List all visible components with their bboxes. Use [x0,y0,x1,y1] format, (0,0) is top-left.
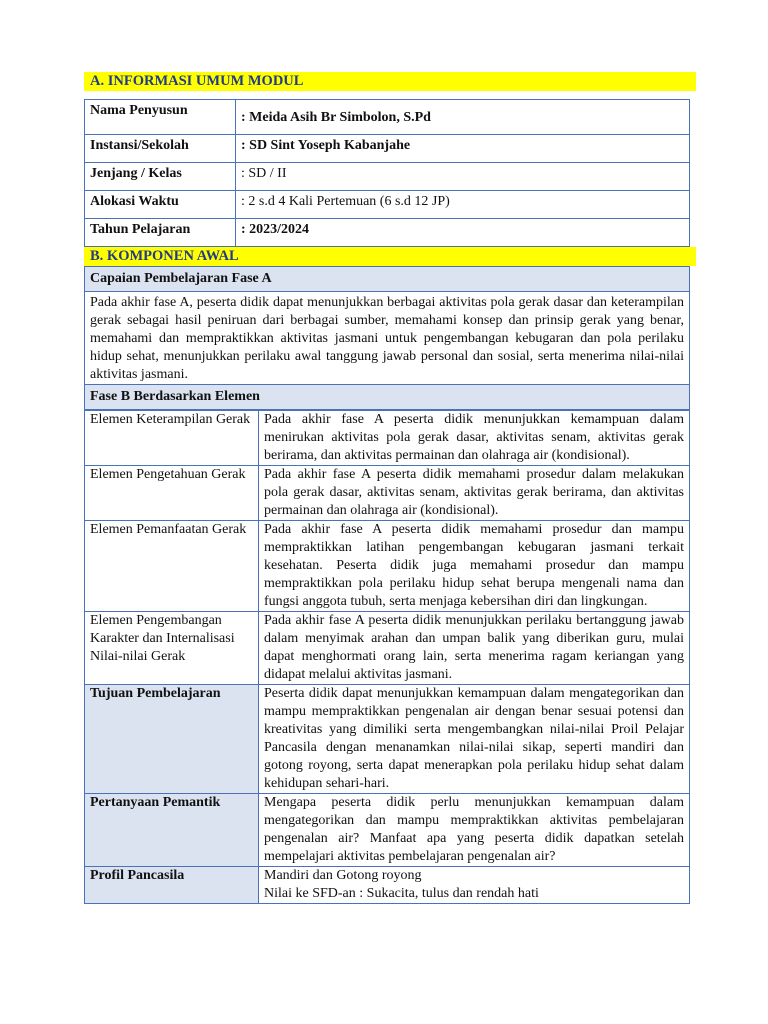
value-instansi: : SD Sint Yoseph Kabanjahe [236,135,690,163]
table-row [85,466,690,521]
elemen-label: Elemen Pengetahuan Gerak [85,466,259,521]
capaian-heading: Capaian Pembelajaran Fase A [85,267,690,292]
table-row [85,219,690,247]
table-row [85,292,690,385]
elemen-label: Elemen Pemanfaatan Gerak [85,521,259,612]
elemen-label: Elemen Pengembangan Karakter dan Internalisasi Nilai-nilai Gerak [85,612,259,685]
tujuan-label: Tujuan Pembelajaran [85,685,259,794]
table-row [85,794,690,867]
section-b-heading: B. KOMPONEN AWAL [84,247,696,266]
profil-label: Profil Pancasila [85,867,259,904]
capaian-table [84,266,690,410]
table-row [85,521,690,612]
document-page [84,72,696,904]
label-alokasi: Alokasi Waktu [85,191,236,219]
elemen-text: Pada akhir fase A peserta didik memahami prosedur dalam melakukan pola gerak dasar, aktivitas senam, aktivitas gerak berirama, dan aktivitas permainan dan olahraga air (kondisional). [259,466,690,521]
value-jenjang: : SD / II [236,163,690,191]
label-jenjang: Jenjang / Kelas [85,163,236,191]
info-table [84,99,690,247]
elemen-table [84,410,690,904]
table-row [85,685,690,794]
pemantik-text: Mengapa peserta didik perlu menunjukkan kemampuan dalam mengategorikan dan mampu mempraktikkan aktivitas pembelajaran pengenalan air? Manfaat apa yang peserta didik dapatkan setelah mempelajari aktivitas pembelajaran pengenalan air? [259,794,690,867]
tujuan-text: Peserta didik dapat menunjukkan kemampuan dalam mengategorikan dan mampu mempraktikkan pengenalan air dengan benar sesuai potensi dan kreativitas yang dimiliki serta mengembangkan nilai-nilai Proil Pelajar Pancasila dengan menanamkan nilai-nilai sikap, seperti mandiri dan gotong royong, serta dapat menerapkan pola perilaku hidup sehat dalam kehidupan sehari-hari. [259,685,690,794]
pemantik-label: Pertanyaan Pemantik [85,794,259,867]
elemen-text: Pada akhir fase A peserta didik menunjukkan perilaku bertanggung jawab dalam menyimak arahan dan umpan balik yang diberikan guru, mulai dapat menghormati orang lain, serta menerima ragam keriangan yang didapat melalui aktivitas jasmani. [259,612,690,685]
profil-cell [259,867,690,904]
table-row [85,163,690,191]
value-tahun: : 2023/2024 [236,219,690,247]
elemen-text: Pada akhir fase A peserta didik menunjukkan kemampuan dalam menirukan aktivitas pola gerak dasar, aktivitas senam, aktivitas gerak berirama, dan aktivitas permainan dan olahraga air (kondisional). [259,411,690,466]
table-row [85,385,690,410]
label-nama-penyusun: Nama Penyusun [85,100,236,135]
table-row [85,267,690,292]
elemen-text: Pada akhir fase A peserta didik memahami prosedur dan mampu mempraktikkan latihan pengembangan kebugaran jasmani terkait kesehatan. Peserta didik juga memahami prosedur dan mampu mempraktikkan pola perilaku hidup sehat berupa mengenali nama dan fungsi anggota tubuh, serta menjaga kebersihan diri dan lingkungan. [259,521,690,612]
section-a-heading: A. INFORMASI UMUM MODUL [84,72,696,91]
value-alokasi: : 2 s.d 4 Kali Pertemuan (6 s.d 12 JP) [236,191,690,219]
label-instansi: Instansi/Sekolah [85,135,236,163]
profil-line-1: Mandiri dan Gotong royong [264,868,422,883]
table-row [85,100,690,135]
profil-line-2: Nilai ke SFD-an : Sukacita, tulus dan rendah hati [264,886,539,901]
fase-b-heading: Fase B Berdasarkan Elemen [85,385,690,410]
table-row [85,191,690,219]
table-row [85,135,690,163]
label-tahun: Tahun Pelajaran [85,219,236,247]
table-row [85,612,690,685]
elemen-label: Elemen Keterampilan Gerak [85,411,259,466]
table-row [85,867,690,904]
table-row [85,411,690,466]
capaian-text: Pada akhir fase A, peserta didik dapat menunjukkan berbagai aktivitas pola gerak dasar dan keterampilan gerak sebagai hasil peniruan dari berbagai sumber, memahami konsep dan prinsip gerak yang benar, memahami dan mempraktikkan aktivitas jasmani untuk pengembangan kebugaran dan pola perilaku hidup sehat, menunjukkan perilaku awal tanggung jawab personal dan sosial, serta menerima nilai-nilai aktivitas jasmani. [85,292,690,385]
value-nama-penyusun: : Meida Asih Br Simbolon, S.Pd [236,100,690,135]
